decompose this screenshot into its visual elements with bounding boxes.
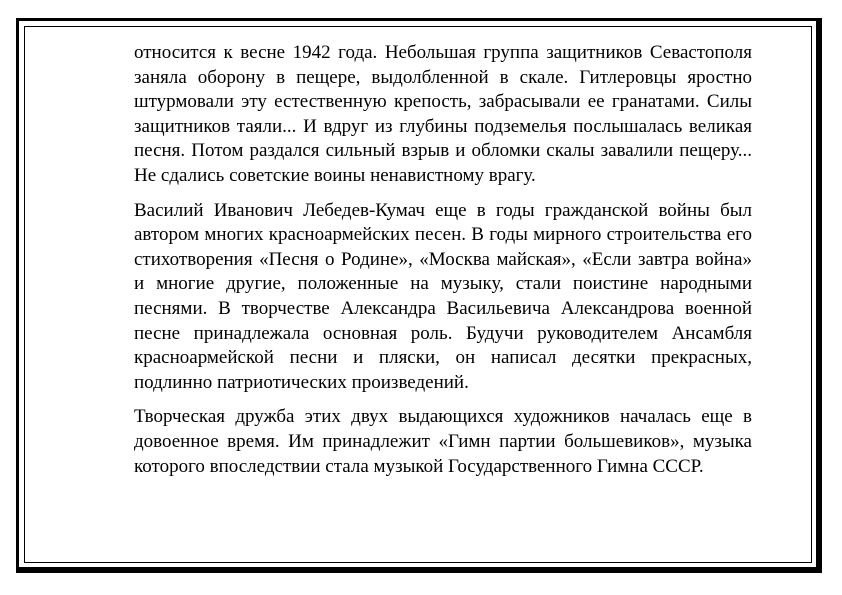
paragraph-1: относится к весне 1942 года. Небольшая группа защитников Севастополя заняла оборону в пещере, выдолбленной в скале. Гитлеровцы яростно штурмовали эту естественную крепость, забрасывали ее гранатами. Силы защитников таяли... И вдруг из глубины подземелья послышалась великая песня. Потом раздался сильный взрыв и обломки скалы завалили пещеру... Не сдались советские воины ненавистному врагу. (134, 42, 752, 186)
paragraph-2: Василий Иванович Лебедев-Кумач еще в годы гражданской войны был автором многих красноармейских песен. В годы мирного строительства его стихотворения «Песня о Родине», «Москва майская», «Если завтра война» и многие другие, положенные на музыку, стали поистине народными песнями. В творчестве Александра Васильевича Александрова военной песне принадлежала основная роль. Будучи руководителем Ансамбля красноармейской песни и пляски, он написал десятки прекрасных, подлинно патриотических произведений. (134, 199, 752, 393)
paragraph-3: Творческая дружба этих двух выдающихся художников началась еще в довоенное время. Им принадлежит «Гимн партии большевиков», музыка которого впоследствии стала музыкой Государственного Гимна СССР. (134, 406, 752, 477)
document-body (134, 41, 752, 489)
